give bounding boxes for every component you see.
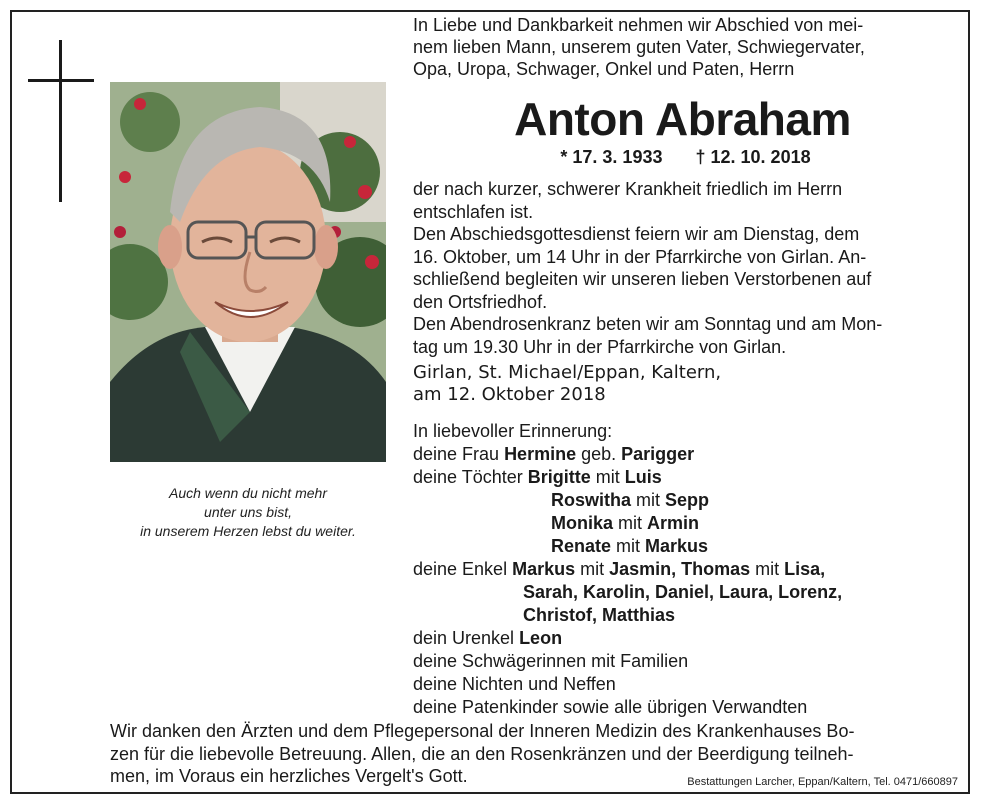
family-daughter (413, 466, 973, 489)
family-daughter (413, 489, 973, 512)
family-heading: In liebevoller Erinnerung: (413, 421, 613, 441)
cross-vertical-bar (59, 40, 62, 202)
greatgrand-prefix: dein Urenkel (413, 628, 520, 648)
daughter-with: mit (611, 536, 646, 556)
body-line: Den Abschiedsgottesdienst feiern wir am Dienstag, dem (413, 224, 860, 244)
life-dates (413, 146, 958, 168)
daughter-name: Renate (551, 536, 612, 556)
deceased-name: Anton Abraham (514, 93, 851, 145)
date-line: am 12. Oktober 2018 (413, 384, 606, 405)
body-line: schließend begleiten wir unseren lieben Verstorbenen auf (413, 269, 872, 289)
thanks-line: men, im Voraus ein herzliches Vergelt's Gott. (110, 766, 468, 786)
wife-name: Hermine (504, 444, 577, 464)
family-grandchildren (413, 581, 973, 604)
wife-geb: geb. (576, 444, 622, 464)
family-godchildren: deine Patenkinder sowie alle übrigen Verwandten (413, 697, 808, 717)
daughter-partner: Markus (645, 536, 709, 556)
daughter-name: Monika (551, 513, 614, 533)
thanks-line: zen für die liebevolle Betreuung. Allen, die an den Rosenkränzen und der Beerdigung teilneh- (110, 743, 854, 764)
grandchild-with: mit (750, 559, 785, 579)
wife-maiden-name: Parigger (621, 444, 695, 464)
grandchild-name: Markus (512, 559, 576, 579)
intro-line: In Liebe und Dankbarkeit nehmen wir Abschied von mei- (413, 15, 864, 35)
grandchild-name: Jasmin, Thomas (609, 559, 751, 579)
daughter-name: Brigitte (527, 467, 591, 487)
daughter-with: mit (590, 467, 625, 487)
grandkids-prefix: deine Enkel (413, 559, 513, 579)
daughter-name: Roswitha (551, 490, 632, 510)
body-line: entschlafen ist. (413, 201, 534, 222)
intro-line: Opa, Uropa, Schwager, Onkel und Paten, Herrn (413, 59, 795, 79)
family-daughter (413, 535, 973, 558)
quote-line: Auch wenn du nicht mehr (169, 485, 327, 501)
body-line: Den Abendrosenkranz beten wir am Sonntag und am Mon- (413, 314, 883, 334)
daughters-prefix: deine Töchter (413, 467, 528, 487)
body-line: tag um 19.30 Uhr in der Pfarrkirche von Girlan. (413, 336, 787, 357)
family-greatgrandchild (413, 627, 973, 650)
grandchild-with: mit (575, 559, 610, 579)
grandchild-names: Sarah, Karolin, Daniel, Laura, Lorenz, (523, 582, 843, 602)
family-list (413, 420, 973, 719)
memorial-quote (110, 484, 386, 541)
announcement-body (413, 178, 958, 358)
birth-date: * 17. 3. 1933 (560, 147, 663, 167)
wife-prefix: deine Frau (413, 444, 505, 464)
place-and-date (413, 362, 958, 406)
family-daughter (413, 512, 973, 535)
cross-horizontal-bar (28, 79, 94, 82)
place-line: Girlan, St. Michael/Eppan, Kaltern, (413, 362, 722, 383)
intro-text (413, 14, 958, 80)
body-line: 16. Oktober, um 14 Uhr in der Pfarrkirche von Girlan. An- (413, 246, 867, 267)
body-line: der nach kurzer, schwerer Krankheit friedlich im Herrn (413, 179, 843, 199)
daughter-partner: Luis (624, 467, 662, 487)
intro-line: nem lieben Mann, unserem guten Vater, Schwiegervater, (413, 37, 865, 57)
greatgrand-name: Leon (519, 628, 563, 648)
family-grandchildren (413, 558, 973, 581)
daughter-with: mit (613, 513, 648, 533)
family-nieces-nephews: deine Nichten und Neffen (413, 674, 616, 694)
family-grandchildren (413, 604, 973, 627)
death-date: † 12. 10. 2018 (695, 147, 811, 167)
portrait-illustration (110, 82, 386, 462)
grandchild-name: Lisa, (784, 559, 826, 579)
thanks-line: Wir danken den Ärzten und dem Pflegepersonal der Inneren Medizin des Krankenhauses Bo- (110, 721, 855, 741)
family-wife (413, 443, 973, 466)
family-sisters-in-law: deine Schwägerinnen mit Familien (413, 651, 689, 671)
grandchild-names: Christof, Matthias (523, 605, 676, 625)
undertaker-credit: Bestattungen Larcher, Eppan/Kaltern, Tel. 0471/660897 (687, 776, 958, 788)
portrait-photo (110, 82, 386, 462)
quote-line: in unserem Herzen lebst du weiter. (140, 523, 356, 539)
quote-line: unter uns bist, (204, 504, 292, 520)
daughter-partner: Armin (647, 513, 700, 533)
daughter-partner: Sepp (665, 490, 710, 510)
body-line: den Ortsfriedhof. (413, 291, 548, 312)
daughter-with: mit (631, 490, 666, 510)
